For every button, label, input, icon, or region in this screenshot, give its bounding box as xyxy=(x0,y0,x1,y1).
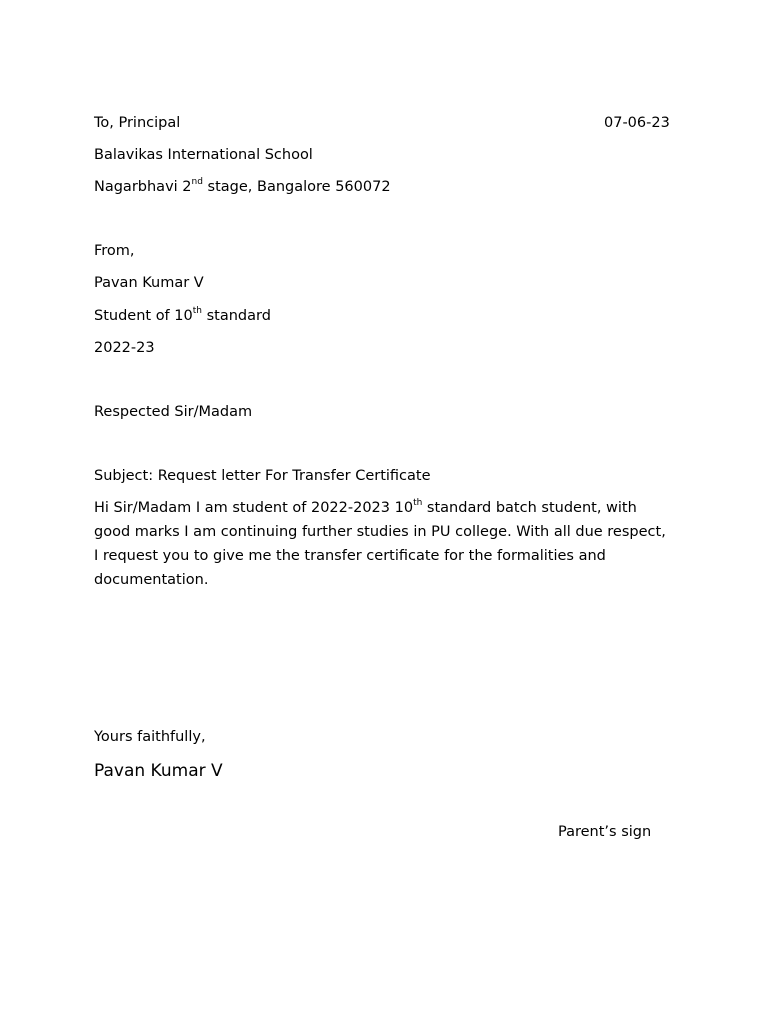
address-prefix: Nagarbhavi 2 xyxy=(94,179,192,195)
school-name: Balavikas International School xyxy=(94,147,313,163)
school-address xyxy=(94,178,391,196)
parent-sign-label: Parent’s sign xyxy=(558,824,652,840)
from-label: From, xyxy=(94,243,135,259)
body-suffix: standard batch student, with good marks I am continuing further studies in PU college. With all due respect, I request you to give me the transfer certificate for the formalities and documentation. xyxy=(94,500,666,588)
signature-name: Pavan Kumar V xyxy=(94,761,223,781)
address-suffix: stage, Bangalore 560072 xyxy=(202,179,391,195)
body-sup: th xyxy=(413,498,423,509)
student-of-prefix: Student of 10 xyxy=(94,308,193,324)
to-line: To, Principal xyxy=(94,115,181,131)
closing: Yours faithfully, xyxy=(94,729,206,745)
salutation: Respected Sir/Madam xyxy=(94,404,253,420)
student-of-suffix: standard xyxy=(201,308,271,324)
student-of-line xyxy=(94,307,271,325)
academic-year: 2022-23 xyxy=(94,340,155,356)
address-sup: nd xyxy=(191,177,203,188)
student-of-sup: th xyxy=(192,306,202,317)
sender-name: Pavan Kumar V xyxy=(94,275,204,291)
letter-body xyxy=(94,496,674,592)
subject-line: Subject: Request letter For Transfer Certificate xyxy=(94,468,431,484)
letter-date: 07-06-23 xyxy=(604,115,670,131)
body-prefix: Hi Sir/Madam I am student of 2022-2023 10 xyxy=(94,500,414,516)
